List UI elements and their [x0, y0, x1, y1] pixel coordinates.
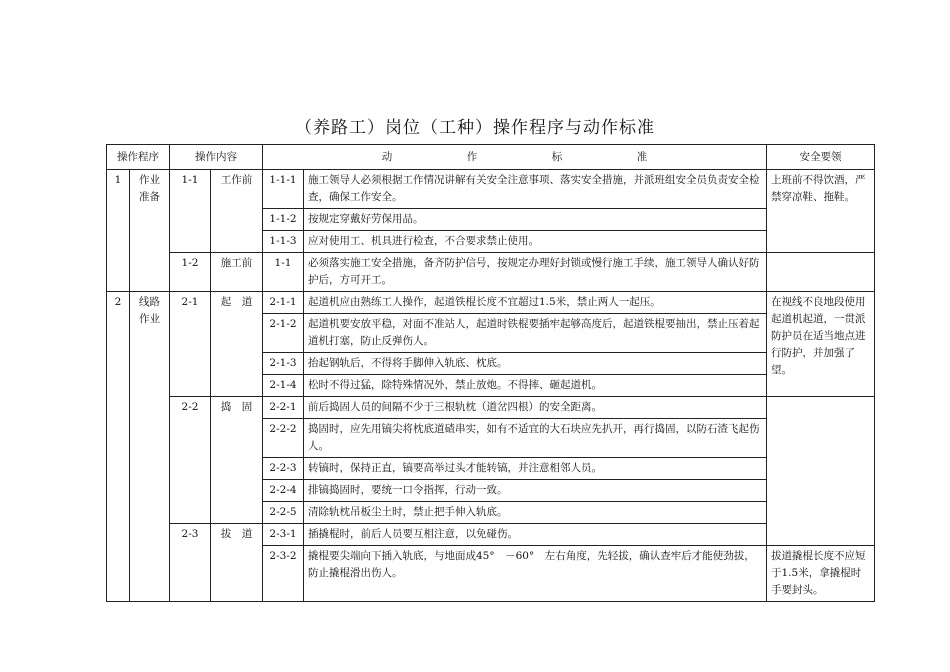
group-name: 捣 固 — [211, 397, 263, 524]
group-name: 起 道 — [211, 292, 263, 397]
table-row — [107, 292, 875, 314]
group-code: 2-3 — [170, 524, 211, 602]
step-text: 施工领导人必须根据工作情况讲解有关安全注意事项、落实安全措施，并派班组安全员负责安全检查，确保工作安全。 — [304, 170, 767, 209]
header-action: 动 作 标 准 — [263, 145, 767, 170]
table-row — [107, 397, 875, 419]
safety-note: 在视线不良地段使用起道机起道，一贯派防护员在适当地点进行防护，并加强了望。 — [767, 292, 875, 397]
section-name: 线路作业 — [130, 292, 170, 602]
step-code: 2-1-2 — [263, 314, 304, 353]
procedure-table — [106, 144, 875, 602]
safety-note: 拔道撬棍长度不应短于1.5米，拿撬棍时手要封头。 — [767, 546, 875, 602]
page-title: （养路工）岗位（工种）操作程序与动作标准 — [295, 118, 655, 138]
step-text: 抬起钢轨后，不得将手脚伸入轨底、枕底。 — [304, 353, 767, 375]
step-code: 2-2-4 — [263, 480, 304, 502]
step-code: 2-2-1 — [263, 397, 304, 419]
step-code: 2-2-5 — [263, 502, 304, 524]
step-text: 松时不得过猛，除特殊情况外，禁止放炮。不得摔、砸起道机。 — [304, 375, 767, 397]
step-text: 前后捣固人员的间隔不少于三根轨枕（道岔四根）的安全距离。 — [304, 397, 767, 419]
step-code: 1-1-2 — [263, 209, 304, 231]
header-content: 操作内容 — [170, 145, 263, 170]
table-row — [107, 253, 875, 292]
step-code: 1-1-3 — [263, 231, 304, 253]
step-text: 起道机要安放平稳，对面不准站人，起道时铁棍要插牢起够高度后，起道铁棍要抽出，禁止压着起道机打塞，防止反弹伤人。 — [304, 314, 767, 353]
section-number: 2 — [107, 292, 130, 602]
group-code: 1-2 — [170, 253, 211, 292]
step-code: 1-1 — [263, 253, 304, 292]
step-text: 清除轨枕吊板尘土时，禁止把手伸入轨底。 — [304, 502, 767, 524]
step-text: 捣固时，应先用镐尖将枕底道碴串实，如有不适宜的大石块应先扒开，再行捣固，以防石渣飞起伤人。 — [304, 419, 767, 458]
header-safety: 安全要领 — [767, 145, 875, 170]
step-text: 转镐时，保持正直，镐要高举过头才能转镐，并注意相邻人员。 — [304, 458, 767, 480]
step-code: 2-1-3 — [263, 353, 304, 375]
step-code: 2-3-1 — [263, 524, 304, 546]
step-code: 2-1-1 — [263, 292, 304, 314]
safety-empty — [767, 397, 875, 546]
step-code: 2-2-2 — [263, 419, 304, 458]
step-text: 排镐捣固时，要统一口令指挥，行动一致。 — [304, 480, 767, 502]
group-code: 2-1 — [170, 292, 211, 397]
step-code: 1-1-1 — [263, 170, 304, 209]
group-code: 1-1 — [170, 170, 211, 253]
group-name: 拔 道 — [211, 524, 263, 602]
header-program: 操作程序 — [107, 145, 170, 170]
group-code: 2-2 — [170, 397, 211, 524]
step-text: 撬棍要尖端向下插入轨底，与地面成45° －60° 左右角度，先轻拔，确认查牢后才能使劲拔，防止撬棍滑出伤人。 — [304, 546, 767, 602]
step-text: 必须落实施工安全措施，备齐防护信号，按规定办理好封锁或慢行施工手续，施工领导人确认好防护后，方可开工。 — [304, 253, 767, 292]
header-row — [107, 145, 875, 170]
step-text: 应对使用工、机具进行检查，不合要求禁止使用。 — [304, 231, 767, 253]
table-row — [107, 170, 875, 209]
step-code: 2-2-3 — [263, 458, 304, 480]
safety-empty — [767, 253, 875, 292]
group-name: 工作前 — [211, 170, 263, 253]
group-name: 施工前 — [211, 253, 263, 292]
section-number: 1 — [107, 170, 130, 292]
step-text: 按规定穿戴好劳保用品。 — [304, 209, 767, 231]
step-text: 起道机应由熟练工人操作，起道铁棍长度不宜超过1.5米，禁止两人一起压。 — [304, 292, 767, 314]
step-text: 插撬棍时，前后人员要互相注意，以免碰伤。 — [304, 524, 767, 546]
step-code: 2-3-2 — [263, 546, 304, 602]
section-name: 作业准备 — [130, 170, 170, 292]
table-row — [107, 524, 875, 546]
safety-note: 上班前不得饮酒，严禁穿凉鞋、拖鞋。 — [767, 170, 875, 253]
step-code: 2-1-4 — [263, 375, 304, 397]
